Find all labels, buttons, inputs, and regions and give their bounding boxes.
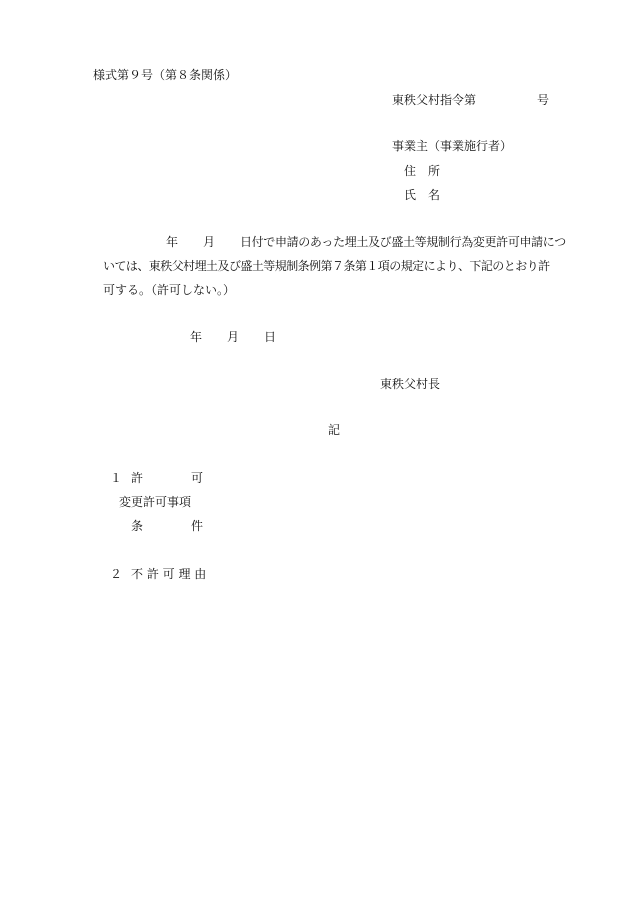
applicant-address-label: 住 所 <box>404 164 441 178</box>
record-heading: 記 <box>328 423 341 437</box>
item2-number: ２ <box>110 567 123 581</box>
item2-label: 不 許 可 理 由 <box>131 567 207 581</box>
item1-sub-conditions-b: 件 <box>191 519 204 533</box>
item1-sub-changes: 変更許可事項 <box>119 495 192 509</box>
body-line-1: 日付で申請のあった埋土及び盛土等規制行為変更許可申請につ <box>240 235 566 249</box>
body-line-2: いては、東秩父村埋土及び盛土等規制条例第７条第１項の規定により、下記のとおり許 <box>103 259 550 273</box>
item1-number: １ <box>110 471 123 485</box>
form-label: 様式第９号（第８条関係） <box>93 68 238 82</box>
issue-day: 日 <box>264 330 277 344</box>
body-line-3: 可する。（許可しない。） <box>103 283 236 297</box>
item1-label-b: 可 <box>191 471 204 485</box>
issue-month: 月 <box>227 330 240 344</box>
item1-label-a: 許 <box>131 471 144 485</box>
item1-sub-conditions-a: 条 <box>131 519 144 533</box>
issuer: 東秩父村長 <box>380 377 441 391</box>
issue-year: 年 <box>190 330 203 344</box>
applicant-heading: 事業主（事業施行者） <box>392 139 513 153</box>
notice-number-suffix: 号 <box>537 93 550 107</box>
notice-number-prefix: 東秩父村指令第 <box>392 93 477 107</box>
body-year: 年 <box>166 235 179 249</box>
applicant-name-label: 氏 名 <box>404 188 441 202</box>
body-month: 月 <box>203 235 216 249</box>
